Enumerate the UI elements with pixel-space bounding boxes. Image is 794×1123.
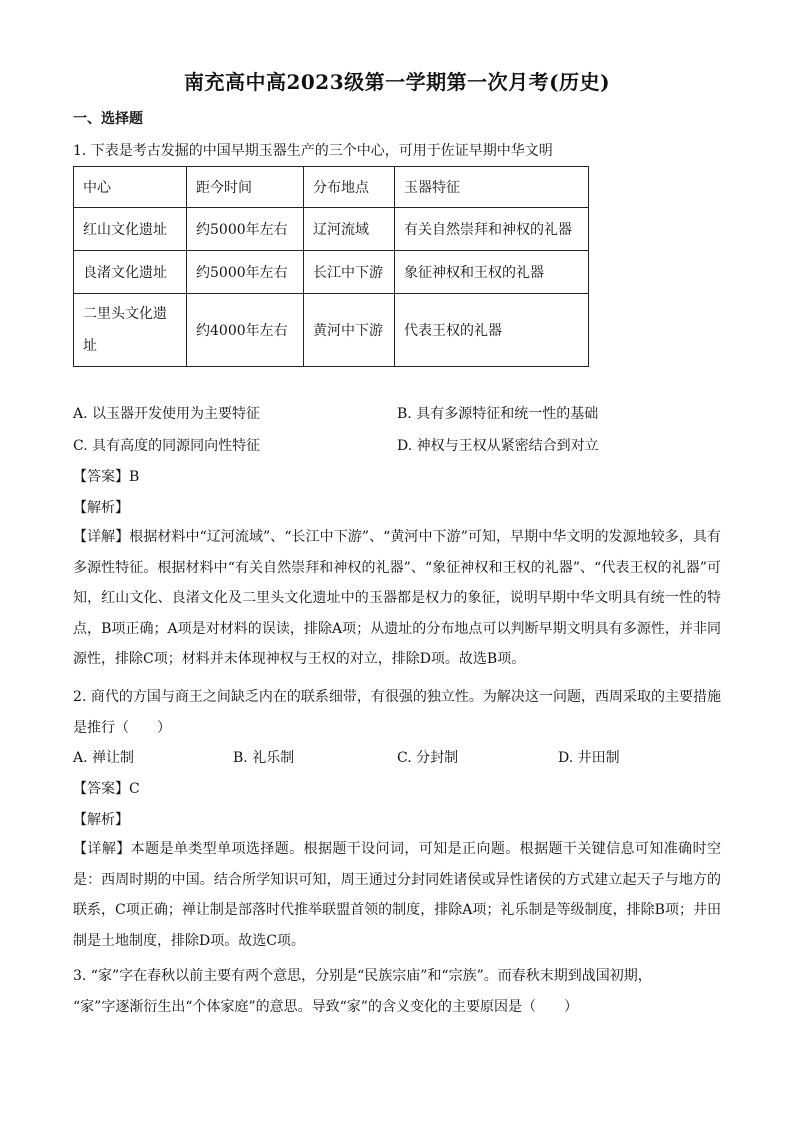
q2-option-d: D. 井田制 xyxy=(558,750,620,766)
table-row xyxy=(74,294,589,367)
q2-detail: 【详解】本题是单类型单项选择题。根据题干设问词，可知是正向题。根据题干关键信息可知准确时空是：西周时期的中国。结合所学知识可知，周王通过分封同姓诸侯或异性诸侯的方式建立起天子与地方的联系，C项正确；禅让制是部落时代推举联盟首领的制度，排除A项；礼乐制是等级制度，排除B项；井田制是土地制度，排除D项。故选C项。 xyxy=(73,841,721,949)
q1-option-d: D. 神权与王权从紧密结合到对立 xyxy=(397,438,599,454)
table-cell: 良渚文化遗址 xyxy=(74,251,187,294)
table-header-row xyxy=(74,167,589,208)
q2-answer: 【答案】C xyxy=(73,781,140,797)
table-row xyxy=(74,208,589,251)
section-heading: 一、选择题 xyxy=(73,111,143,127)
table-header-cell: 距今时间 xyxy=(187,167,304,208)
q1-detail: 【详解】根据材料中“辽河流域”、“长江中下游”、“黄河中下游”可知，早期中华文明的发源地较多，具有多源性特征。根据材料中“有关自然崇拜和神权的礼器”、“象征神权和王权的礼器”、“代表王权的礼器”可知，红山文化、良渚文化及二里头文化遗址中的玉器都是权力的象征，说明早期中华文明具有统一性的特点，B项正确；A项是对材料的误读，排除A项；从遗址的分布地点可以判断早期文明具有多源性，并非同源性，排除C项；材料并未体现神权与王权的对立，排除D项。故选B项。 xyxy=(73,529,721,667)
q2-option-b: B. 礼乐制 xyxy=(233,750,295,766)
q1-option-c: C. 具有高度的同源同向性特征 xyxy=(73,438,261,454)
q1-option-b: B. 具有多源特征和统一性的基础 xyxy=(397,406,599,422)
q1-option-a: A. 以玉器开发使用为主要特征 xyxy=(73,406,261,422)
q1-table xyxy=(73,166,589,367)
q2-option-a: A. 禅让制 xyxy=(73,750,135,766)
table-cell: 二里头文化遗址 xyxy=(74,294,187,367)
q3-stem-line2: “家”字逐渐衍生出“个体家庭”的意思。导致“家”的含义变化的主要原因是（ ） xyxy=(73,999,578,1015)
q2-analysis-label: 【解析】 xyxy=(73,812,129,828)
table-cell: 约4000年左右 xyxy=(187,294,304,367)
table-cell: 约5000年左右 xyxy=(187,251,304,294)
table-header-cell: 玉器特征 xyxy=(395,167,589,208)
table-header-cell: 中心 xyxy=(74,167,187,208)
q1-analysis-label: 【解析】 xyxy=(73,500,129,516)
q2-stem: 2. 商代的方国与商王之间缺乏内在的联系细带，有很强的独立性。为解决这一问题，西周采取的主要措施是推行（ ） xyxy=(73,689,721,736)
q2-option-c: C. 分封制 xyxy=(397,750,459,766)
q3-stem-line1: 3. “家”字在春秋以前主要有两个意思，分别是“民族宗庙”和“宗族”。而春秋末期到战国初期， xyxy=(73,968,652,984)
table-cell: 代表王权的礼器 xyxy=(395,294,589,367)
table-cell: 有关自然崇拜和神权的礼器 xyxy=(395,208,589,251)
table-cell: 约5000年左右 xyxy=(187,208,304,251)
table-cell: 黄河中下游 xyxy=(304,294,395,367)
table-cell: 长江中下游 xyxy=(304,251,395,294)
table-cell: 红山文化遗址 xyxy=(74,208,187,251)
q1-stem: 1. 下表是考古发掘的中国早期玉器生产的三个中心，可用于佐证早期中华文明 xyxy=(73,143,553,159)
q1-answer: 【答案】B xyxy=(73,469,140,485)
table-cell: 象征神权和王权的礼器 xyxy=(395,251,589,294)
table-header-cell: 分布地点 xyxy=(304,167,395,208)
table-cell: 辽河流域 xyxy=(304,208,395,251)
table-row xyxy=(74,251,589,294)
page-title: 南充高中高2023级第一学期第一次月考(历史) xyxy=(183,70,611,94)
